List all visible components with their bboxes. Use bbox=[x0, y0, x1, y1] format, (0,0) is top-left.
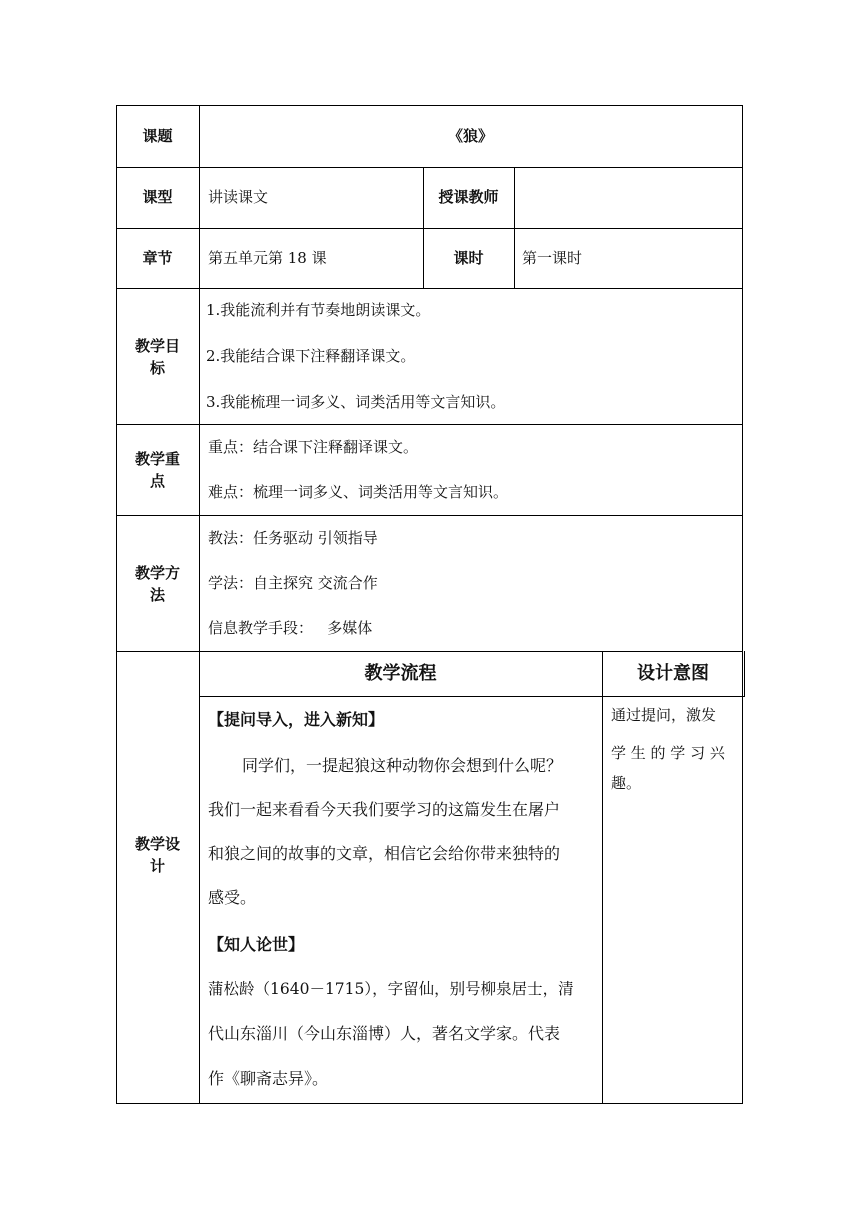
design-label-line1: 教学设 bbox=[134, 835, 180, 853]
intro-paragraph-line: 我们一起来看看今天我们要学习的这篇发生在屠户 bbox=[208, 800, 561, 819]
hours-value: 第一课时 bbox=[522, 249, 583, 267]
row-divider bbox=[116, 288, 743, 289]
row-divider bbox=[116, 515, 743, 516]
method-label-line1: 教学方 bbox=[134, 564, 180, 582]
intent-line: 趣。 bbox=[611, 774, 642, 792]
goal-item: 1.我能流利并有节奏地朗读课文。 bbox=[206, 301, 431, 319]
intro-paragraph-line: 同学们，一提起狼这种动物你会想到什么呢？ bbox=[242, 756, 563, 775]
goal-item: 2.我能结合课下注释翻译课文。 bbox=[206, 347, 416, 365]
intro-paragraph-line: 和狼之间的故事的文章，相信它会给你带来独特的 bbox=[208, 844, 561, 863]
chapter-label: 章节 bbox=[142, 249, 173, 267]
flow-header: 教学流程 bbox=[364, 663, 437, 684]
intent-header: 设计意图 bbox=[637, 663, 709, 684]
focus-item: 难点：梳理一词多义、词类活用等文言知识。 bbox=[208, 483, 509, 501]
teacher-label: 授课教师 bbox=[438, 188, 499, 206]
section-title-intro: 【提问导入，进入新知】 bbox=[208, 710, 385, 729]
method-item: 学法：自主探究 交流合作 bbox=[208, 574, 378, 592]
intent-line: 学 生 的 学 习 兴 bbox=[611, 744, 725, 762]
author-paragraph-line: 蒲松龄（1640－1715），字留仙，别号柳泉居士，清 bbox=[208, 980, 574, 998]
intro-paragraph-line: 感受。 bbox=[208, 888, 257, 907]
table-border-right bbox=[742, 105, 743, 696]
row-divider bbox=[116, 228, 743, 229]
method-label-line2: 法 bbox=[149, 586, 165, 604]
method-item: 信息教学手段： 多媒体 bbox=[208, 619, 373, 637]
chapter-value: 第五单元第 18 课 bbox=[208, 249, 327, 267]
flow-header-divider bbox=[199, 696, 744, 697]
goals-label-line1: 教学目 bbox=[134, 337, 180, 355]
goal-item: 3.我能梳理一词多义、词类活用等文言知识。 bbox=[206, 393, 506, 411]
type-column-divider bbox=[423, 167, 424, 289]
focus-item: 重点：结合课下注释翻译课文。 bbox=[208, 438, 419, 456]
intent-column-divider bbox=[602, 651, 603, 1104]
hours-label: 课时 bbox=[453, 249, 484, 267]
table-border-right-lower bbox=[742, 696, 743, 1104]
design-label-line2: 计 bbox=[149, 857, 165, 875]
lesson-title: 《狼》 bbox=[447, 127, 493, 145]
table-border-bottom bbox=[116, 1103, 743, 1104]
row-divider bbox=[116, 424, 743, 425]
row-divider bbox=[116, 651, 743, 652]
intent-line: 通过提问，激发 bbox=[611, 706, 717, 724]
title-label: 课题 bbox=[142, 127, 173, 145]
focus-label-line2: 点 bbox=[149, 472, 165, 490]
header-right-edge bbox=[744, 651, 745, 697]
table-border-top bbox=[116, 105, 743, 106]
focus-label-line1: 教学重 bbox=[134, 450, 180, 468]
section-title-author: 【知人论世】 bbox=[208, 935, 305, 954]
author-paragraph-line: 作《聊斋志异》。 bbox=[208, 1069, 329, 1088]
method-item: 教法：任务驱动 引领指导 bbox=[208, 529, 378, 547]
row-divider bbox=[116, 167, 743, 168]
label-column-divider bbox=[199, 105, 200, 1104]
goals-label-line2: 标 bbox=[149, 359, 165, 377]
type-label: 课型 bbox=[142, 188, 173, 206]
type-value-divider bbox=[514, 167, 515, 289]
type-value: 讲读课文 bbox=[208, 188, 269, 206]
author-paragraph-line: 代山东淄川（今山东淄博）人，著名文学家。代表 bbox=[208, 1024, 561, 1043]
